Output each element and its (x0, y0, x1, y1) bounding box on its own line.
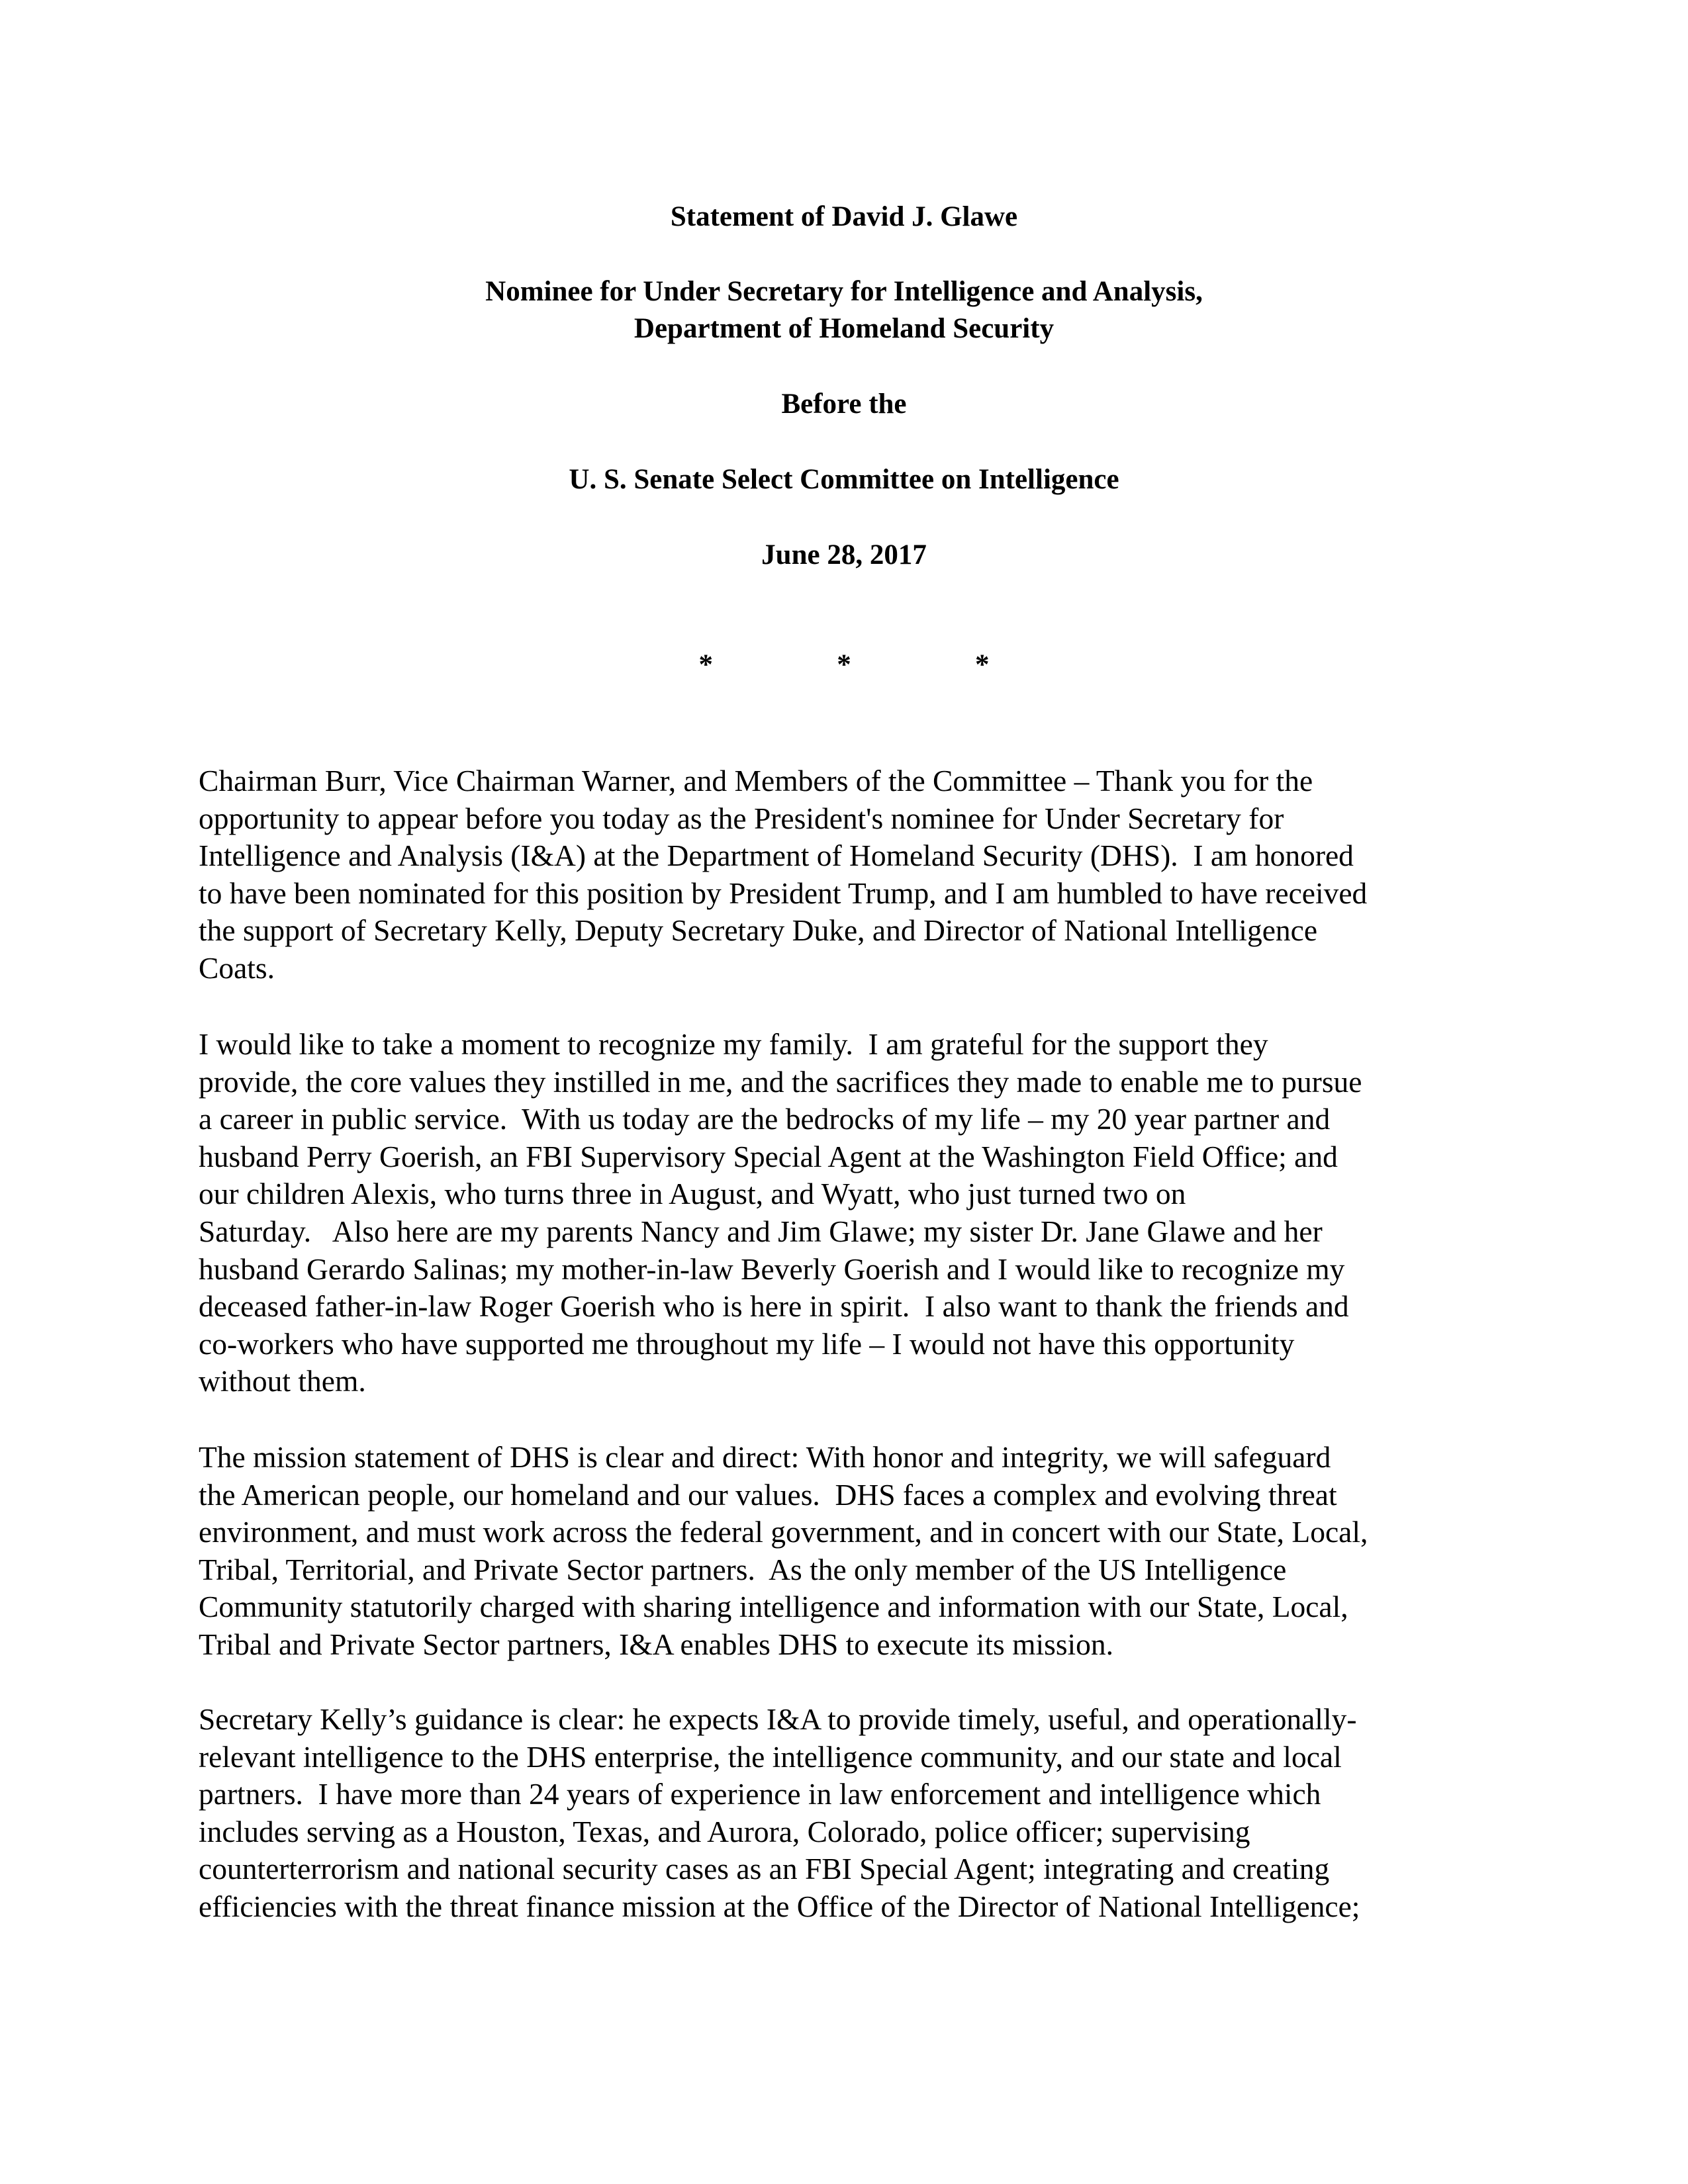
text-line: without them. (199, 1364, 366, 1398)
text-line: environment, and must work across the federal government, and in concert with our State, Local, (199, 1515, 1368, 1549)
text-line: husband Perry Goerish, an FBI Supervisory Special Agent at the Washington Field Office; and (199, 1139, 1338, 1173)
text-line: Intelligence and Analysis (I&A) at the Department of Homeland Security (DHS). I am honored (199, 839, 1354, 873)
section-separator (0, 649, 1688, 681)
text-line: Community statutorily charged with sharing intelligence and information with our State, Local, (199, 1590, 1348, 1624)
statement-title: Statement of David J. Glawe (670, 201, 1018, 232)
text-line: our children Alexis, who turns three in August, and Wyatt, who just turned two on (199, 1177, 1186, 1211)
text-line: the support of Secretary Kelly, Deputy Secretary Duke, and Director of National Intelligence (199, 913, 1318, 948)
text-line: a career in public service. With us today are the bedrocks of my life – my 20 year partner and (199, 1102, 1331, 1136)
text-line: Secretary Kelly’s guidance is clear: he expects I&A to provide timely, useful, and operationally- (199, 1702, 1357, 1736)
text-line: counterterrorism and national security cases as an FBI Special Agent; integrating and creating (199, 1852, 1330, 1886)
text-line: husband Gerardo Salinas; my mother-in-law Beverly Goerish and I would like to recognize my (199, 1251, 1345, 1286)
text-line: partners. I have more than 24 years of experience in law enforcement and intelligence which (199, 1777, 1321, 1811)
text-line: Tribal and Private Sector partners, I&A enables DHS to execute its mission. (199, 1627, 1114, 1661)
paragraph-mission (199, 1439, 1496, 1664)
hearing-date: June 28, 2017 (761, 539, 927, 570)
text-line: to have been nominated for this position by President Trump, and I am humbled to have received (199, 876, 1368, 910)
text-line: provide, the core values they instilled in me, and the sacrifices they made to enable me to pursue (199, 1064, 1362, 1099)
paragraph-opening (199, 762, 1496, 987)
nominee-title-line-2: Department of Homeland Security (633, 313, 1055, 344)
text-line: Coats. (199, 950, 275, 985)
text-line: co-workers who have supported me throughout my life – I would not have this opportunity (199, 1326, 1295, 1361)
before-the-label: Before the (781, 388, 907, 420)
text-line: the American people, our homeland and our values. DHS faces a complex and evolving threat (199, 1477, 1337, 1512)
text-line: deceased father-in-law Roger Goerish who is here in spirit. I also want to thank the friends and (199, 1289, 1349, 1324)
text-line: Saturday. Also here are my parents Nancy and Jim Glawe; my sister Dr. Jane Glawe and her (199, 1214, 1323, 1248)
paragraph-experience (199, 1701, 1496, 1926)
committee-name: U. S. Senate Select Committee on Intelligence (569, 464, 1119, 495)
text-line: Tribal, Territorial, and Private Sector partners. As the only member of the US Intelligence (199, 1552, 1287, 1586)
text-line: includes serving as a Houston, Texas, and Aurora, Colorado, police officer; supervising (199, 1814, 1250, 1848)
text-line: The mission statement of DHS is clear and direct: With honor and integrity, we will safeguard (199, 1440, 1331, 1474)
separator-asterisk: * (837, 649, 851, 680)
text-line: opportunity to appear before you today as the President's nominee for Under Secretary for (199, 801, 1284, 835)
separator-asterisk: * (975, 649, 990, 680)
text-line: I would like to take a moment to recognize my family. I am grateful for the support they (199, 1027, 1268, 1061)
nominee-title-line-1: Nominee for Under Secretary for Intelligence and Analysis, (485, 276, 1203, 307)
text-line: Chairman Burr, Vice Chairman Warner, and Members of the Committee – Thank you for the (199, 764, 1313, 797)
paragraph-family (199, 1026, 1496, 1400)
text-line: relevant intelligence to the DHS enterprise, the intelligence community, and our state and local (199, 1739, 1342, 1774)
text-line: efficiencies with the threat finance mission at the Office of the Director of National Intelligence; (199, 1889, 1360, 1923)
separator-asterisk: * (698, 649, 713, 680)
